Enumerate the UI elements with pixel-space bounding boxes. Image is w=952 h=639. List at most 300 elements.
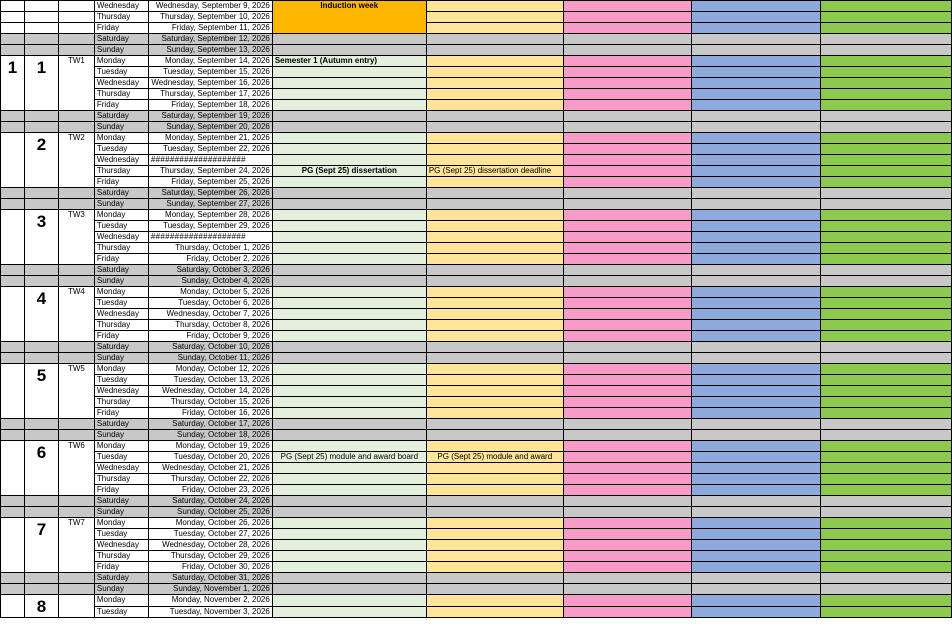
event-cell-pink[interactable] (563, 353, 691, 364)
event-cell-pink[interactable] (563, 496, 691, 507)
teaching-week-cell[interactable] (58, 276, 94, 287)
date-cell[interactable]: Thursday, September 17, 2026 (148, 89, 272, 100)
event-cell-pink[interactable] (563, 375, 691, 386)
block-cell[interactable] (1, 34, 25, 45)
event-cell-pink[interactable] (563, 34, 691, 45)
event-cell-deadline[interactable] (426, 78, 563, 89)
event-cell-pink[interactable] (563, 133, 691, 144)
date-cell[interactable]: Thursday, October 15, 2026 (148, 397, 272, 408)
event-cell-deadline[interactable]: PG (Sept 25) dissertation deadline (426, 166, 563, 177)
day-name-cell[interactable]: Friday (94, 23, 148, 34)
event-cell-semester[interactable] (272, 485, 426, 496)
event-cell-semester[interactable] (272, 430, 426, 441)
event-cell-green[interactable] (821, 485, 952, 496)
block-number-cell[interactable] (1, 518, 25, 573)
event-cell-blue[interactable] (691, 441, 821, 452)
date-cell[interactable]: Tuesday, October 13, 2026 (148, 375, 272, 386)
event-cell-pink[interactable] (563, 573, 691, 584)
date-cell[interactable]: Sunday, September 27, 2026 (148, 199, 272, 210)
date-cell[interactable]: Thursday, October 8, 2026 (148, 320, 272, 331)
day-name-cell[interactable]: Sunday (94, 507, 148, 518)
event-cell-blue[interactable] (691, 265, 821, 276)
block-number-cell[interactable]: 1 (1, 56, 25, 111)
event-cell-green[interactable] (821, 551, 952, 562)
date-cell[interactable]: Friday, September 25, 2026 (148, 177, 272, 188)
day-name-cell[interactable]: Saturday (94, 34, 148, 45)
event-cell-blue[interactable] (691, 254, 821, 265)
event-cell-pink[interactable] (563, 144, 691, 155)
block-cell[interactable] (1, 111, 25, 122)
event-cell-blue[interactable] (691, 518, 821, 529)
week-number-cell[interactable] (24, 199, 58, 210)
event-cell-green[interactable] (821, 221, 952, 232)
event-cell-pink[interactable] (563, 540, 691, 551)
day-name-cell[interactable]: Monday (94, 441, 148, 452)
block-cell[interactable] (1, 430, 25, 441)
block-number-cell[interactable] (1, 287, 25, 342)
event-cell-blue[interactable] (691, 540, 821, 551)
event-cell-deadline[interactable] (426, 243, 563, 254)
day-name-cell[interactable]: Monday (94, 595, 148, 607)
event-cell-semester[interactable] (272, 188, 426, 199)
event-cell-semester[interactable] (272, 100, 426, 111)
event-cell-deadline[interactable] (426, 177, 563, 188)
date-cell[interactable]: Saturday, October 31, 2026 (148, 573, 272, 584)
event-cell-semester[interactable] (272, 507, 426, 518)
event-cell-blue[interactable] (691, 133, 821, 144)
event-cell-semester[interactable] (272, 364, 426, 375)
date-cell[interactable]: Friday, September 11, 2026 (148, 23, 272, 34)
day-name-cell[interactable]: Monday (94, 364, 148, 375)
event-cell-deadline[interactable] (426, 419, 563, 430)
block-cell[interactable] (1, 276, 25, 287)
event-cell-pink[interactable] (563, 298, 691, 309)
date-cell[interactable]: #################### (148, 155, 272, 166)
teaching-week-cell[interactable] (58, 12, 94, 23)
date-cell[interactable]: Tuesday, September 22, 2026 (148, 144, 272, 155)
event-cell-deadline[interactable] (426, 221, 563, 232)
event-cell-green[interactable] (821, 254, 952, 265)
block-cell[interactable] (1, 199, 25, 210)
event-cell-deadline[interactable] (426, 89, 563, 100)
teaching-week-cell[interactable] (58, 496, 94, 507)
event-cell-pink[interactable] (563, 210, 691, 221)
date-cell[interactable]: Wednesday, October 21, 2026 (148, 463, 272, 474)
event-cell-deadline[interactable] (426, 287, 563, 298)
event-cell-blue[interactable] (691, 551, 821, 562)
event-cell-blue[interactable] (691, 1, 821, 12)
event-cell-pink[interactable] (563, 562, 691, 573)
event-cell-pink[interactable] (563, 463, 691, 474)
event-cell-green[interactable] (821, 199, 952, 210)
event-cell-blue[interactable] (691, 287, 821, 298)
event-cell-deadline[interactable] (426, 408, 563, 419)
event-cell-semester[interactable] (272, 496, 426, 507)
event-cell-blue[interactable] (691, 23, 821, 34)
event-cell-blue[interactable] (691, 463, 821, 474)
date-cell[interactable]: Saturday, October 3, 2026 (148, 265, 272, 276)
event-cell-green[interactable] (821, 353, 952, 364)
date-cell[interactable]: Saturday, October 24, 2026 (148, 496, 272, 507)
event-cell-pink[interactable] (563, 287, 691, 298)
date-cell[interactable]: Monday, November 2, 2026 (148, 595, 272, 607)
event-cell-semester[interactable] (272, 540, 426, 551)
event-cell-pink[interactable] (563, 584, 691, 595)
week-number-cell[interactable] (24, 111, 58, 122)
event-cell-deadline[interactable] (426, 199, 563, 210)
event-cell-deadline[interactable] (426, 364, 563, 375)
week-number-cell[interactable] (24, 419, 58, 430)
event-cell-blue[interactable] (691, 221, 821, 232)
teaching-week-cell[interactable] (58, 353, 94, 364)
date-cell[interactable]: Friday, October 2, 2026 (148, 254, 272, 265)
event-cell-blue[interactable] (691, 232, 821, 243)
event-cell-blue[interactable] (691, 397, 821, 408)
event-cell-semester[interactable] (272, 595, 426, 607)
event-cell-green[interactable] (821, 430, 952, 441)
teaching-week-cell[interactable] (58, 122, 94, 133)
block-number-cell[interactable] (1, 210, 25, 265)
event-cell-blue[interactable] (691, 276, 821, 287)
teaching-week-cell[interactable] (58, 507, 94, 518)
event-cell-semester[interactable] (272, 221, 426, 232)
teaching-week-cell[interactable] (58, 23, 94, 34)
event-cell-deadline[interactable] (426, 265, 563, 276)
event-cell-green[interactable] (821, 34, 952, 45)
date-cell[interactable]: Thursday, October 22, 2026 (148, 474, 272, 485)
week-number-cell[interactable] (24, 23, 58, 34)
event-cell-green[interactable] (821, 320, 952, 331)
event-cell-semester[interactable] (272, 232, 426, 243)
event-cell-deadline[interactable] (426, 397, 563, 408)
event-cell-green[interactable] (821, 67, 952, 78)
event-cell-green[interactable] (821, 23, 952, 34)
event-cell-deadline[interactable] (426, 551, 563, 562)
event-cell-semester[interactable] (272, 584, 426, 595)
event-cell-semester[interactable] (272, 518, 426, 529)
event-cell-pink[interactable] (563, 67, 691, 78)
event-cell-pink[interactable] (563, 243, 691, 254)
event-cell-deadline[interactable] (426, 122, 563, 133)
event-cell-semester[interactable] (272, 551, 426, 562)
block-number-cell[interactable] (1, 595, 25, 618)
week-number-cell[interactable] (24, 276, 58, 287)
block-cell[interactable] (1, 573, 25, 584)
event-cell-pink[interactable] (563, 606, 691, 618)
block-cell[interactable] (1, 45, 25, 56)
event-cell-deadline[interactable] (426, 386, 563, 397)
event-cell-green[interactable] (821, 276, 952, 287)
week-number-cell[interactable] (24, 34, 58, 45)
event-cell-semester[interactable] (272, 320, 426, 331)
event-cell-deadline[interactable]: PG (Sept 25) module and award (426, 452, 563, 463)
event-cell-green[interactable] (821, 408, 952, 419)
event-cell-green[interactable] (821, 331, 952, 342)
event-cell-blue[interactable] (691, 331, 821, 342)
week-number-cell[interactable]: 3 (24, 210, 58, 265)
teaching-week-cell[interactable] (58, 430, 94, 441)
event-cell-semester[interactable] (272, 265, 426, 276)
day-name-cell[interactable]: Saturday (94, 573, 148, 584)
date-cell[interactable]: Saturday, September 19, 2026 (148, 111, 272, 122)
block-cell[interactable] (1, 496, 25, 507)
day-name-cell[interactable]: Tuesday (94, 452, 148, 463)
date-cell[interactable]: Friday, September 18, 2026 (148, 100, 272, 111)
week-number-cell[interactable]: 4 (24, 287, 58, 342)
event-cell-semester[interactable] (272, 562, 426, 573)
event-cell-green[interactable] (821, 56, 952, 67)
event-cell-green[interactable] (821, 540, 952, 551)
event-cell-pink[interactable] (563, 122, 691, 133)
event-cell-deadline[interactable] (426, 320, 563, 331)
event-cell-green[interactable] (821, 133, 952, 144)
event-cell-deadline[interactable] (426, 496, 563, 507)
event-cell-green[interactable] (821, 529, 952, 540)
event-cell-deadline[interactable] (426, 155, 563, 166)
week-number-cell[interactable] (24, 265, 58, 276)
day-name-cell[interactable]: Saturday (94, 342, 148, 353)
event-cell-blue[interactable] (691, 606, 821, 618)
day-name-cell[interactable]: Sunday (94, 430, 148, 441)
date-cell[interactable]: Friday, October 23, 2026 (148, 485, 272, 496)
event-cell-blue[interactable] (691, 100, 821, 111)
event-cell-green[interactable] (821, 265, 952, 276)
day-name-cell[interactable]: Tuesday (94, 221, 148, 232)
event-cell-pink[interactable] (563, 166, 691, 177)
event-cell-semester[interactable] (272, 111, 426, 122)
event-cell-semester[interactable] (272, 573, 426, 584)
block-cell[interactable] (1, 122, 25, 133)
teaching-week-label[interactable]: TW2 (58, 133, 94, 188)
event-cell-blue[interactable] (691, 364, 821, 375)
event-cell-deadline[interactable] (426, 342, 563, 353)
event-cell-blue[interactable] (691, 529, 821, 540)
event-cell-deadline[interactable] (426, 463, 563, 474)
event-cell-blue[interactable] (691, 243, 821, 254)
week-number-cell[interactable] (24, 507, 58, 518)
event-cell-deadline[interactable] (426, 133, 563, 144)
event-cell-blue[interactable] (691, 188, 821, 199)
event-cell-green[interactable] (821, 166, 952, 177)
event-cell-green[interactable] (821, 155, 952, 166)
date-cell[interactable]: Wednesday, October 14, 2026 (148, 386, 272, 397)
day-name-cell[interactable]: Monday (94, 210, 148, 221)
event-cell-pink[interactable] (563, 1, 691, 12)
day-name-cell[interactable]: Friday (94, 331, 148, 342)
day-name-cell[interactable]: Friday (94, 485, 148, 496)
event-cell-semester[interactable] (272, 177, 426, 188)
event-cell-semester[interactable] (272, 463, 426, 474)
event-cell-deadline[interactable] (426, 375, 563, 386)
day-name-cell[interactable]: Thursday (94, 243, 148, 254)
date-cell[interactable]: Monday, September 14, 2026 (148, 56, 272, 67)
day-name-cell[interactable]: Sunday (94, 122, 148, 133)
day-name-cell[interactable]: Wednesday (94, 155, 148, 166)
day-name-cell[interactable]: Tuesday (94, 529, 148, 540)
date-cell[interactable]: Thursday, September 24, 2026 (148, 166, 272, 177)
event-cell-blue[interactable] (691, 584, 821, 595)
teaching-week-label[interactable]: TW3 (58, 210, 94, 265)
day-name-cell[interactable]: Sunday (94, 584, 148, 595)
event-cell-green[interactable] (821, 89, 952, 100)
event-cell-deadline[interactable] (426, 485, 563, 496)
event-cell-blue[interactable] (691, 485, 821, 496)
day-name-cell[interactable]: Monday (94, 518, 148, 529)
event-cell-deadline[interactable] (426, 430, 563, 441)
event-cell-deadline[interactable] (426, 540, 563, 551)
event-cell-pink[interactable] (563, 265, 691, 276)
day-name-cell[interactable]: Wednesday (94, 463, 148, 474)
day-name-cell[interactable]: Saturday (94, 419, 148, 430)
date-cell[interactable]: Saturday, October 17, 2026 (148, 419, 272, 430)
date-cell[interactable]: Monday, October 5, 2026 (148, 287, 272, 298)
event-cell-green[interactable] (821, 210, 952, 221)
event-cell-deadline[interactable] (426, 529, 563, 540)
event-cell-blue[interactable] (691, 309, 821, 320)
event-cell-semester[interactable] (272, 375, 426, 386)
block-cell[interactable] (1, 507, 25, 518)
date-cell[interactable]: Saturday, October 10, 2026 (148, 342, 272, 353)
day-name-cell[interactable]: Monday (94, 287, 148, 298)
event-cell-pink[interactable] (563, 155, 691, 166)
date-cell[interactable]: Sunday, October 4, 2026 (148, 276, 272, 287)
block-cell[interactable] (1, 188, 25, 199)
event-cell-semester[interactable] (272, 386, 426, 397)
event-cell-deadline[interactable] (426, 111, 563, 122)
event-cell-blue[interactable] (691, 67, 821, 78)
date-cell[interactable]: Wednesday, October 7, 2026 (148, 309, 272, 320)
date-cell[interactable]: Sunday, September 20, 2026 (148, 122, 272, 133)
day-name-cell[interactable]: Friday (94, 100, 148, 111)
event-cell-green[interactable] (821, 375, 952, 386)
event-cell-pink[interactable] (563, 100, 691, 111)
teaching-week-cell[interactable] (58, 342, 94, 353)
day-name-cell[interactable]: Tuesday (94, 606, 148, 618)
week-number-cell[interactable]: 5 (24, 364, 58, 419)
event-cell-blue[interactable] (691, 375, 821, 386)
event-cell-semester[interactable] (272, 199, 426, 210)
event-cell-semester[interactable] (272, 243, 426, 254)
block-cell[interactable] (1, 265, 25, 276)
event-cell-deadline[interactable] (426, 67, 563, 78)
date-cell[interactable]: Saturday, September 12, 2026 (148, 34, 272, 45)
teaching-week-label[interactable]: TW7 (58, 518, 94, 573)
event-cell-pink[interactable] (563, 331, 691, 342)
event-cell-pink[interactable] (563, 221, 691, 232)
event-cell-green[interactable] (821, 12, 952, 23)
day-name-cell[interactable]: Sunday (94, 45, 148, 56)
event-cell-blue[interactable] (691, 342, 821, 353)
event-cell-semester[interactable] (272, 78, 426, 89)
event-cell-pink[interactable] (563, 430, 691, 441)
event-cell-green[interactable] (821, 562, 952, 573)
block-cell[interactable] (1, 342, 25, 353)
week-number-cell[interactable]: 7 (24, 518, 58, 573)
event-cell-blue[interactable] (691, 155, 821, 166)
event-cell-blue[interactable] (691, 122, 821, 133)
event-cell-semester[interactable]: Semester 1 (Autumn entry) (272, 56, 426, 67)
event-cell-blue[interactable] (691, 573, 821, 584)
event-cell-blue[interactable] (691, 496, 821, 507)
date-cell[interactable]: Monday, September 28, 2026 (148, 210, 272, 221)
event-cell-green[interactable] (821, 573, 952, 584)
event-cell-semester[interactable] (272, 89, 426, 100)
day-name-cell[interactable]: Tuesday (94, 67, 148, 78)
event-cell-green[interactable] (821, 606, 952, 618)
event-cell-blue[interactable] (691, 353, 821, 364)
event-cell-deadline[interactable] (426, 507, 563, 518)
week-number-cell[interactable] (24, 342, 58, 353)
teaching-week-cell[interactable] (58, 1, 94, 12)
week-number-cell[interactable]: 8 (24, 595, 58, 618)
week-number-cell[interactable]: 2 (24, 133, 58, 188)
day-name-cell[interactable]: Wednesday (94, 78, 148, 89)
event-cell-deadline[interactable] (426, 298, 563, 309)
event-cell-blue[interactable] (691, 430, 821, 441)
week-number-cell[interactable]: 1 (24, 56, 58, 111)
event-cell-semester[interactable] (272, 606, 426, 618)
day-name-cell[interactable]: Thursday (94, 320, 148, 331)
event-cell-green[interactable] (821, 188, 952, 199)
day-name-cell[interactable]: Friday (94, 177, 148, 188)
day-name-cell[interactable]: Friday (94, 562, 148, 573)
day-name-cell[interactable]: Thursday (94, 474, 148, 485)
event-cell-pink[interactable] (563, 276, 691, 287)
event-cell-semester[interactable] (272, 474, 426, 485)
day-name-cell[interactable]: Sunday (94, 353, 148, 364)
event-cell-deadline[interactable] (426, 56, 563, 67)
teaching-week-cell[interactable] (58, 419, 94, 430)
event-cell-semester[interactable] (272, 287, 426, 298)
event-cell-pink[interactable] (563, 309, 691, 320)
day-name-cell[interactable]: Thursday (94, 89, 148, 100)
day-name-cell[interactable]: Friday (94, 408, 148, 419)
block-cell[interactable] (1, 23, 25, 34)
date-cell[interactable]: Friday, October 9, 2026 (148, 331, 272, 342)
day-name-cell[interactable]: Wednesday (94, 540, 148, 551)
event-cell-deadline[interactable] (426, 331, 563, 342)
date-cell[interactable]: Monday, October 26, 2026 (148, 518, 272, 529)
event-cell-green[interactable] (821, 452, 952, 463)
event-cell-blue[interactable] (691, 474, 821, 485)
event-cell-pink[interactable] (563, 518, 691, 529)
event-cell-green[interactable] (821, 518, 952, 529)
event-cell-green[interactable] (821, 595, 952, 607)
day-name-cell[interactable]: Sunday (94, 199, 148, 210)
event-cell-deadline[interactable] (426, 441, 563, 452)
event-cell-semester[interactable] (272, 254, 426, 265)
event-cell-pink[interactable] (563, 364, 691, 375)
event-cell-pink[interactable] (563, 232, 691, 243)
induction-week-cell[interactable]: Induction week (272, 1, 426, 34)
day-name-cell[interactable]: Tuesday (94, 144, 148, 155)
week-number-cell[interactable] (24, 584, 58, 595)
event-cell-deadline[interactable] (426, 254, 563, 265)
date-cell[interactable]: Sunday, October 25, 2026 (148, 507, 272, 518)
date-cell[interactable]: Monday, October 12, 2026 (148, 364, 272, 375)
event-cell-semester[interactable] (272, 144, 426, 155)
block-number-cell[interactable] (1, 441, 25, 496)
event-cell-semester[interactable] (272, 441, 426, 452)
event-cell-green[interactable] (821, 309, 952, 320)
date-cell[interactable]: Saturday, September 26, 2026 (148, 188, 272, 199)
event-cell-semester[interactable] (272, 67, 426, 78)
day-name-cell[interactable]: Wednesday (94, 1, 148, 12)
day-name-cell[interactable]: Wednesday (94, 232, 148, 243)
block-cell[interactable] (1, 12, 25, 23)
event-cell-pink[interactable] (563, 342, 691, 353)
date-cell[interactable]: Wednesday, September 9, 2026 (148, 1, 272, 12)
